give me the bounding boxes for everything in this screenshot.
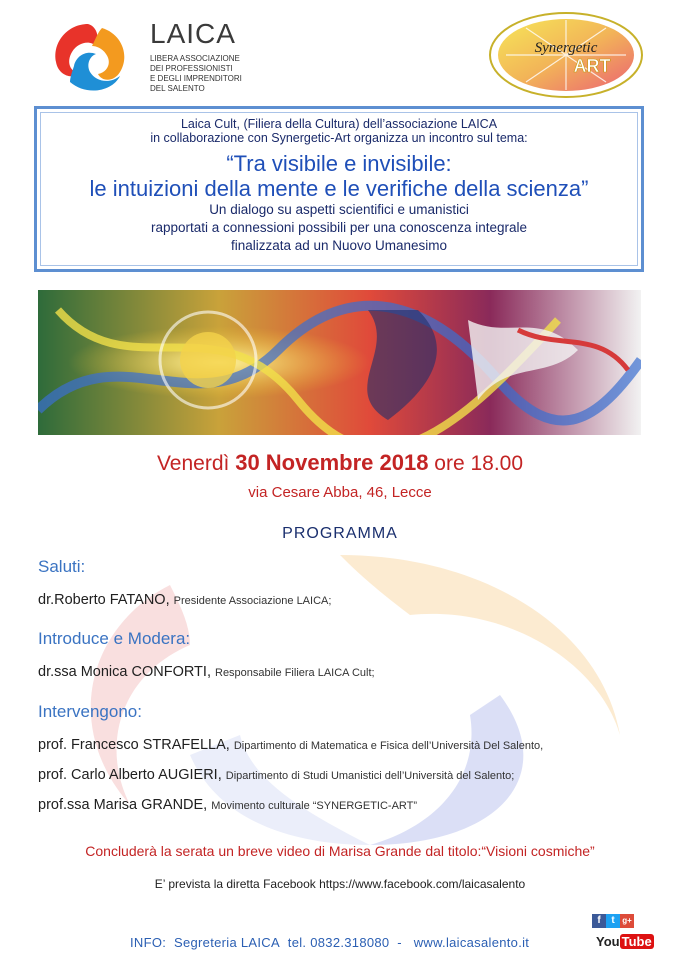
speaker-role: Movimento culturale “SYNERGETIC-ART” (211, 800, 418, 812)
laica-logo (40, 16, 140, 98)
artwork-banner (38, 290, 641, 435)
youtube-icon[interactable] (596, 934, 654, 949)
event-date (0, 450, 680, 476)
laica-subtitle-line: DEL SALENTO (150, 84, 205, 93)
laica-subtitle-line: E DEGLI IMPRENDITORI (150, 74, 242, 83)
event-address: via Cesare Abba, 46, Lecce (248, 484, 432, 501)
event-title-line-1: “Tra visibile e invisibile: (226, 151, 452, 176)
event-date-value: 30 Novembre 2018 (235, 450, 429, 475)
info-secretary: Segreteria LAICA (174, 935, 280, 950)
info-phone: tel. 0832.318080 (287, 935, 390, 950)
speaker-name: prof. Francesco STRAFELLA, (38, 737, 230, 753)
live-stream-note: E’ prevista la diretta Facebook https://www.facebook.com/laicasalento (154, 877, 526, 891)
intro-line-2: in collaborazione con Synergetic-Art organizza un incontro sul tema: (150, 131, 528, 145)
youtube-tube: Tube (621, 934, 652, 949)
laica-name: LAICA (150, 18, 236, 49)
info-website[interactable]: www.laicasalento.it (413, 935, 530, 950)
intro-line-1: Laica Cult, (Filiera della Cultura) dell’associazione LAICA (180, 117, 498, 131)
speaker-name: dr.Roberto FATANO, (38, 592, 170, 608)
closing-note: Concluderà la serata un breve video di Marisa Grande dal titolo:“Visioni cosmiche” (85, 843, 595, 859)
speaker-1 (38, 737, 543, 753)
program-heading: PROGRAMMA (282, 525, 398, 542)
intro-subtitle-1: Un dialogo su aspetti scientifici e umanistici (209, 202, 469, 217)
social-icons (592, 914, 634, 932)
speaker-role: Dipartimento di Studi Umanistici dell’Università del Salento; (225, 770, 515, 782)
speaker-name: prof. Carlo Alberto AUGIERI, (38, 767, 222, 783)
speaker-role: Dipartimento di Matematica e Fisica dell’Università Del Salento, (233, 740, 544, 752)
info-label: INFO: (130, 935, 167, 950)
introduce-heading: Introduce e Modera: (38, 629, 191, 648)
facebook-icon[interactable]: f (592, 914, 606, 928)
google-plus-icon[interactable]: g+ (620, 914, 634, 928)
synergetic-art-logo (486, 8, 646, 103)
saluti-heading: Saluti: (38, 557, 86, 576)
moderator (38, 664, 375, 680)
speaker-name: dr.ssa Monica CONFORTI, (38, 664, 211, 680)
youtube-you: You (596, 934, 620, 949)
laica-subtitle-line: LIBERA ASSOCIAZIONE (150, 54, 240, 63)
info-separator: - (397, 935, 402, 950)
speaker-3 (38, 797, 417, 813)
event-title-line-2: le intuizioni della mente e le verifiche della scienza” (89, 176, 589, 201)
info-footer (130, 935, 529, 950)
speaker-2 (38, 767, 514, 783)
intervengono-heading: Intervengono: (38, 702, 142, 721)
intro-subtitle-3: finalizzata ad un Nuovo Umanesimo (230, 238, 448, 253)
laica-subtitle (150, 54, 242, 94)
speaker-role: Presidente Associazione LAICA; (173, 595, 332, 607)
synergetic-logo-art: ART (573, 56, 611, 76)
twitter-icon[interactable]: t (606, 914, 620, 928)
intro-box (34, 106, 644, 272)
laica-subtitle-line: DEI PROFESSIONISTI (150, 64, 233, 73)
intro-subtitle-2: rapportati a connessioni possibili per una conoscenza integrale (151, 220, 527, 235)
saluti-speaker (38, 592, 331, 608)
speaker-name: prof.ssa Marisa GRANDE, (38, 797, 208, 813)
synergetic-logo-text: Synergetic (534, 40, 598, 56)
event-time: ore 18.00 (434, 452, 524, 475)
speaker-role: Responsabile Filiera LAICA Cult; (215, 667, 375, 679)
event-day: Venerdì (156, 452, 230, 475)
